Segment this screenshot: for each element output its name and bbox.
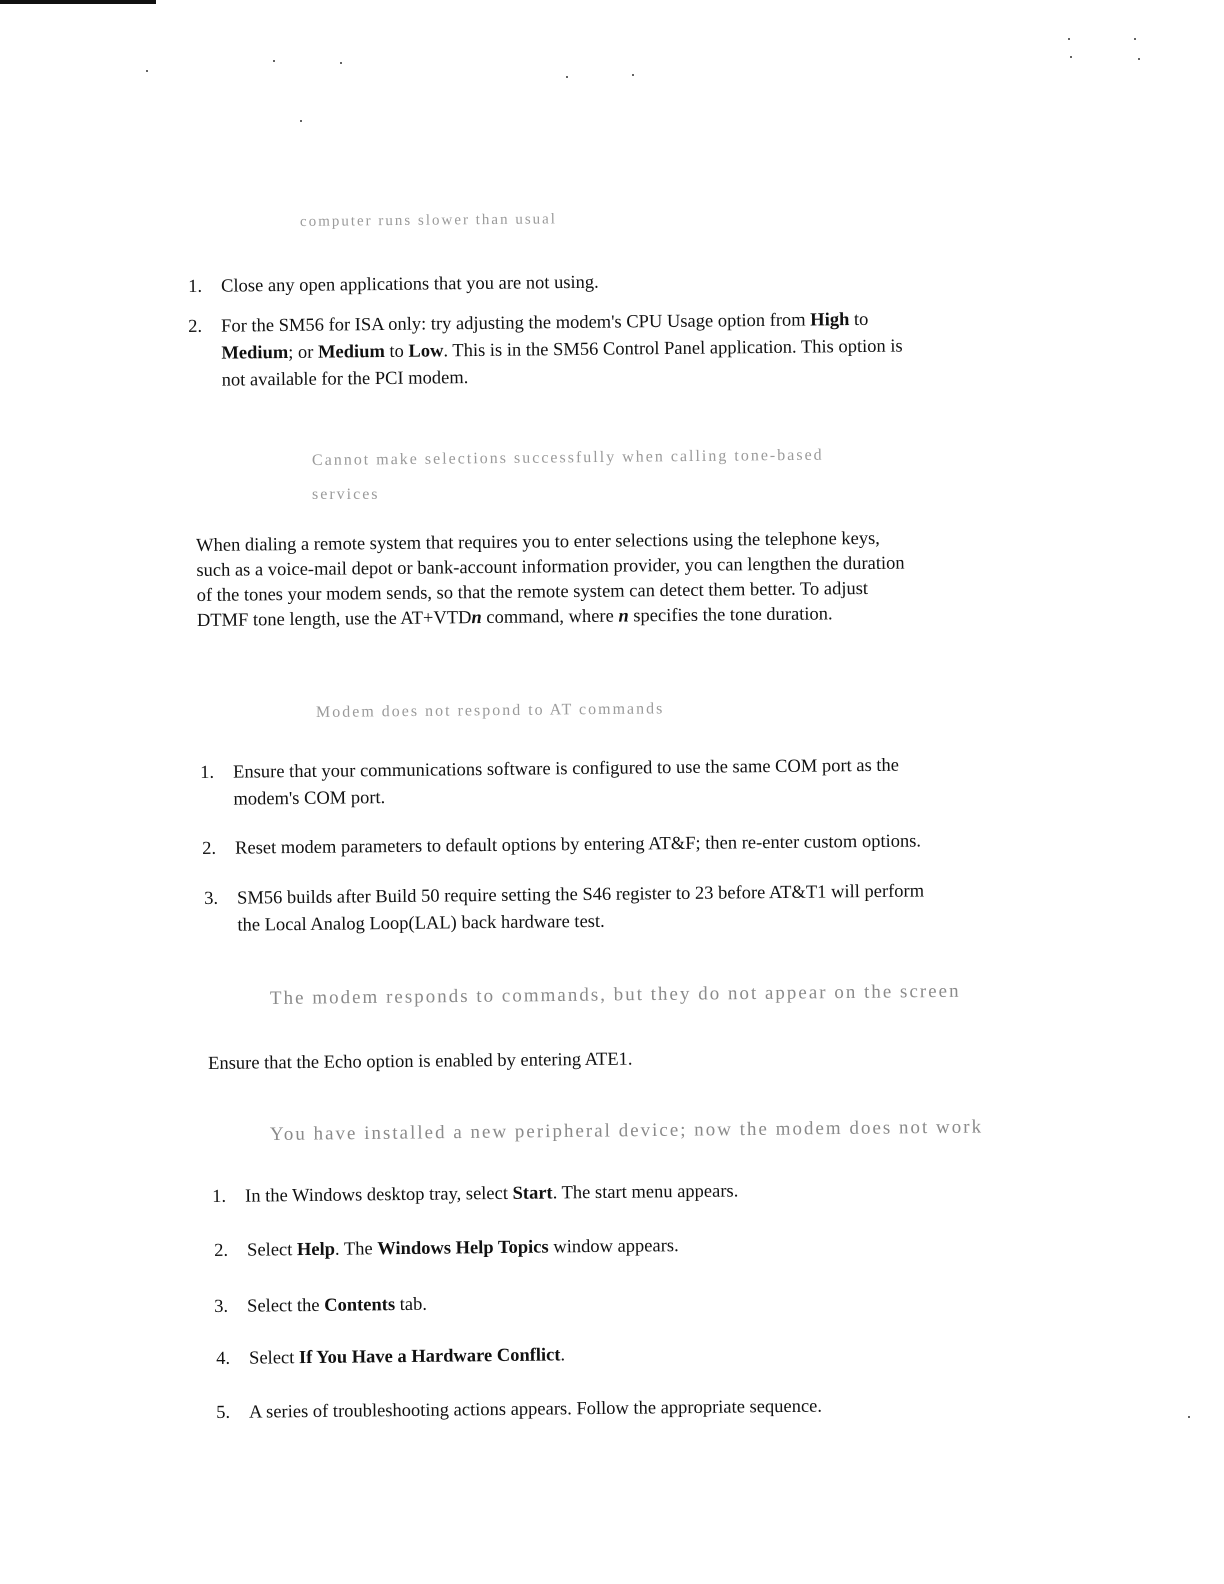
text-line: [249, 1394, 822, 1427]
list-number: 3.: [214, 1296, 229, 1317]
text-run: Medium: [317, 341, 385, 363]
text-run: High: [810, 310, 850, 331]
text-run: modem's COM port.: [233, 788, 386, 810]
section-heading: Cannot make selections successfully when calling tone-based: [311, 446, 824, 469]
text-run: n: [618, 606, 629, 627]
text-run: Medium: [221, 342, 289, 364]
text-line: [221, 270, 599, 301]
text-run: A series of troubleshooting actions appears. Follow the appropriate sequence.: [249, 1396, 823, 1423]
text-run: In the Windows desktop tray, select: [245, 1183, 513, 1207]
list-number: 3.: [204, 888, 219, 909]
scan-speck: [1138, 58, 1140, 60]
list-number: 1.: [188, 276, 203, 297]
list-number: 4.: [216, 1348, 231, 1369]
text-run: When dialing a remote system that requires you to enter selections using the telephone keys,: [196, 528, 880, 556]
text-line: [235, 828, 921, 862]
text-run: ; or: [288, 342, 319, 363]
text-run: Ensure that your communications software is configured to use the same COM port as the: [233, 755, 900, 783]
scan-speck: [566, 76, 568, 78]
list-item-text: [233, 753, 899, 814]
list-number: 2.: [214, 1240, 229, 1261]
text-run: such as a voice-mail depot or bank-account information provider, you can lengthen the duration: [196, 553, 905, 581]
list-number: 2.: [188, 316, 203, 337]
list-number: 1.: [212, 1186, 227, 1207]
text-run: Start: [512, 1183, 553, 1204]
list-item-text: [247, 1233, 679, 1265]
scan-speck: [146, 70, 148, 72]
text-line: [245, 1178, 738, 1210]
text-run: Help: [296, 1239, 336, 1261]
text-line: [247, 1292, 427, 1321]
list-item-text: [221, 270, 599, 301]
list-number: 2.: [202, 838, 217, 859]
scan-speck: [632, 74, 634, 76]
list-number: 1.: [200, 762, 215, 783]
text-line: [249, 1342, 565, 1372]
scan-speck: [1188, 1416, 1190, 1418]
text-run: of the tones your modem sends, so that the remote system can detect them better. To adjust: [196, 578, 869, 606]
list-item-text: [249, 1342, 565, 1372]
scan-speck: [273, 60, 275, 62]
text-run: to: [849, 309, 869, 331]
text-run: n: [471, 608, 482, 629]
text-run: Select: [249, 1348, 300, 1369]
scan-edge-rule: [0, 0, 156, 4]
text-run: Select the: [247, 1295, 325, 1317]
text-run: SM56 builds after Build 50 require setting the S46 register to 23 before AT&T1 will perform: [237, 881, 925, 909]
list-number: 5.: [216, 1402, 231, 1423]
section-heading: You have installed a new peripheral device; now the modem does not work: [269, 1116, 984, 1145]
text-line: [237, 905, 924, 939]
section-heading-continued: services: [312, 486, 380, 503]
text-run: Reset modem parameters to default options by entering AT&F; then re-enter custom options.: [235, 831, 922, 859]
text-run: . The: [334, 1239, 378, 1260]
scan-speck: [340, 62, 342, 64]
text-run: Select: [247, 1240, 298, 1261]
text-run: If You Have a Hardware Conflict: [298, 1345, 561, 1369]
list-item-text: [221, 307, 903, 395]
text-run: Close any open applications that you are not using.: [221, 272, 599, 297]
list-item-text: [245, 1178, 738, 1210]
text-run: window appears.: [548, 1236, 679, 1258]
text-run: . This is in the SM56 Control Panel application. This option is: [443, 336, 903, 362]
text-run: Low: [408, 341, 444, 362]
text-line: [233, 780, 899, 814]
list-item-text: [247, 1292, 427, 1321]
text-run: tab.: [395, 1294, 428, 1316]
paragraph: [208, 1048, 633, 1077]
text-run: Windows Help Topics: [377, 1237, 549, 1260]
text-run: not available for the PCI modem.: [221, 368, 469, 391]
text-run: .: [560, 1345, 566, 1366]
scan-speck: [300, 120, 302, 122]
text-run: DTMF tone length, use the AT+VTD: [196, 608, 472, 631]
text-run: For the SM56 for ISA only: try adjusting the modem's CPU Usage option from: [221, 310, 811, 337]
list-item-text: [249, 1394, 822, 1427]
text-run: the Local Analog Loop(LAL) back hardware test.: [237, 911, 605, 936]
text-line: [208, 1048, 633, 1077]
text-run: specifies the tone duration.: [628, 604, 833, 627]
scan-speck: [1068, 38, 1070, 40]
scan-speck: [1070, 56, 1072, 58]
text-run: Contents: [324, 1295, 396, 1316]
text-line: [247, 1233, 679, 1265]
paragraph: [196, 527, 905, 634]
text-run: to: [384, 341, 409, 362]
section-heading: The modem responds to commands, but they do not appear on the screen: [269, 980, 961, 1009]
list-item-text: [235, 828, 921, 862]
scan-speck: [1134, 38, 1136, 40]
section-heading: Modem does not respond to AT commands: [315, 700, 665, 721]
section-heading: computer runs slower than usual: [299, 211, 558, 230]
list-item-text: [237, 878, 924, 939]
text-run: Ensure that the Echo option is enabled by entering ATE1.: [208, 1049, 633, 1074]
text-line: [222, 361, 904, 395]
text-run: command, where: [481, 606, 619, 629]
text-run: . The start menu appears.: [552, 1181, 739, 1204]
